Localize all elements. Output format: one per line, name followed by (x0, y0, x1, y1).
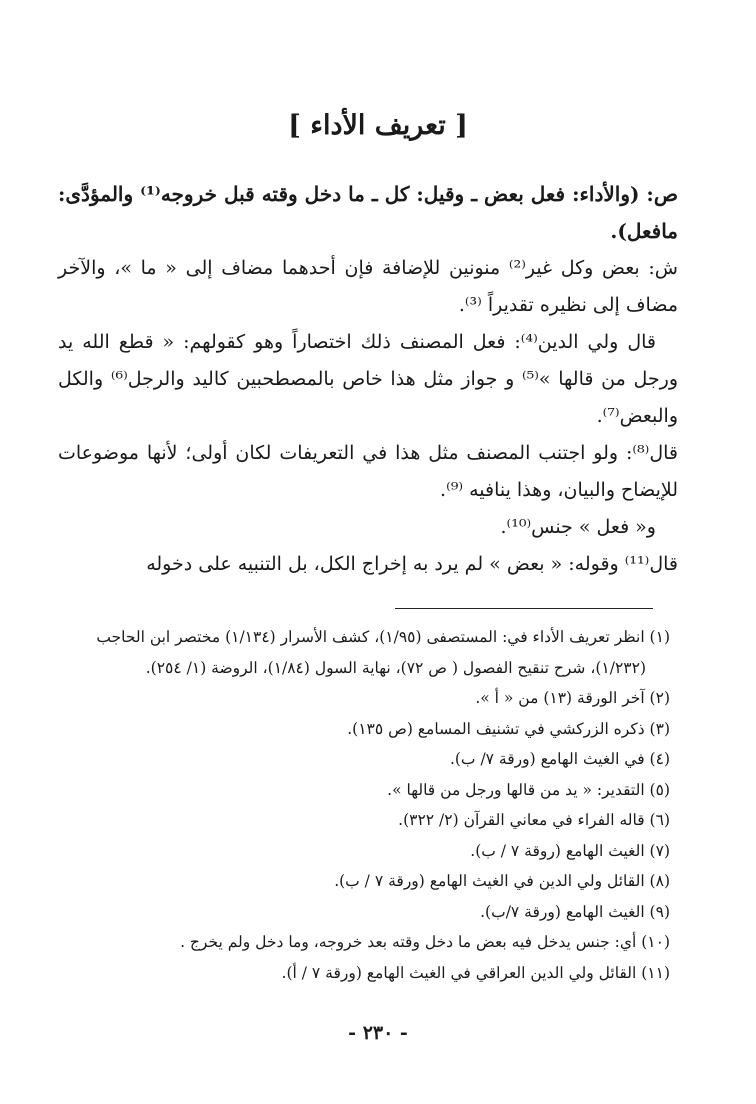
sharh-paragraph-5: قال⁽¹¹⁾ وقوله: « بعض » لم يرد به إخراج الكل، بل التنبيه على دخوله (146, 553, 678, 575)
footnote: (٢) آخر الورقة (١٣) من « أ ». (475, 689, 670, 707)
sharh-paragraph-2: قال ولي الدين⁽⁴⁾: فعل المصنف ذلك اختصاراً وهو كقولهم: « قطع الله يد ورجل من قالها »⁽⁵⁾ و جواز مثل هذا خاص بالمصطحبين كاليد والرجل⁽⁶⁾ والكل والبعض⁽⁷⁾. (58, 331, 678, 427)
sharh-paragraph-1: ش: بعض وكل غير⁽²⁾ منونين للإضافة فإن أحدهما مضاف إلى « ما »، والآخر مضاف إلى نظيره تقديراً ⁽³⁾. (58, 257, 678, 316)
matn-paragraph: ص: (والأداء: فعل بعض ـ وقيل: كل ـ ما دخل وقته قبل خروجه⁽¹⁾ والمؤدَّى: مافعل). (58, 182, 678, 243)
footnote: (٣) ذكره الزركشي في تشنيف المسامع (ص ١٣٥). (347, 719, 670, 738)
footnote-continuation: (١/٢٣٢)، شرح تنقيح الفصول ( ص ٧٢)، نهاية السول (١/٨٤)، الروضة (١/ ٢٥٤). (145, 658, 646, 677)
footnote: (١١) القائل ولي الدين العراقي في الغيث الهامع (ورقة ٧ / أ). (281, 963, 670, 982)
page-number: - ٢٣٠ - (348, 1022, 408, 1044)
footnote: (٥) التقدير: « يد من قالها ورجل من قالها ». (387, 780, 670, 799)
footnote: (١) انظر تعريف الأداء في: المستصفى (١/٩٥)، كشف الأسرار (١/١٣٤) مختصر ابن الحاجب (96, 628, 670, 646)
sharh-paragraph-4: و« فعل » جنس⁽¹⁰⁾. (500, 516, 656, 538)
main-text (58, 176, 678, 583)
footnote-divider (395, 608, 653, 609)
footnotes (70, 622, 670, 988)
footnote: (٩) الغيث الهامع (ورقة ٧/ب). (480, 902, 670, 921)
footnote: (١٠) أي: جنس يدخل فيه بعض ما دخل وقته بعد خروجه، وما دخل ولم يخرج . (180, 933, 670, 951)
footnote: (٤) في الغيث الهامع (ورقة ٧/ ب). (449, 750, 670, 768)
footnote: (٨) القائل ولي الدين في الغيث الهامع (ورقة ٧ / ب). (334, 872, 670, 890)
footnote: (٧) الغيث الهامع (روقة ٧ / ب). (470, 841, 670, 860)
footnote: (٦) قاله الفراء في معاني القرآن (٢/ ٣٢٢). (398, 811, 670, 829)
section-heading: [ تعريف الأداء ] (288, 110, 468, 141)
sharh-paragraph-3: قال⁽⁸⁾: ولو اجتنب المصنف مثل هذا في التعريفات لكان أولى؛ لأنها موضوعات للإيضاح والبيان، وهذا ينافيه ⁽⁹⁾. (58, 442, 678, 501)
